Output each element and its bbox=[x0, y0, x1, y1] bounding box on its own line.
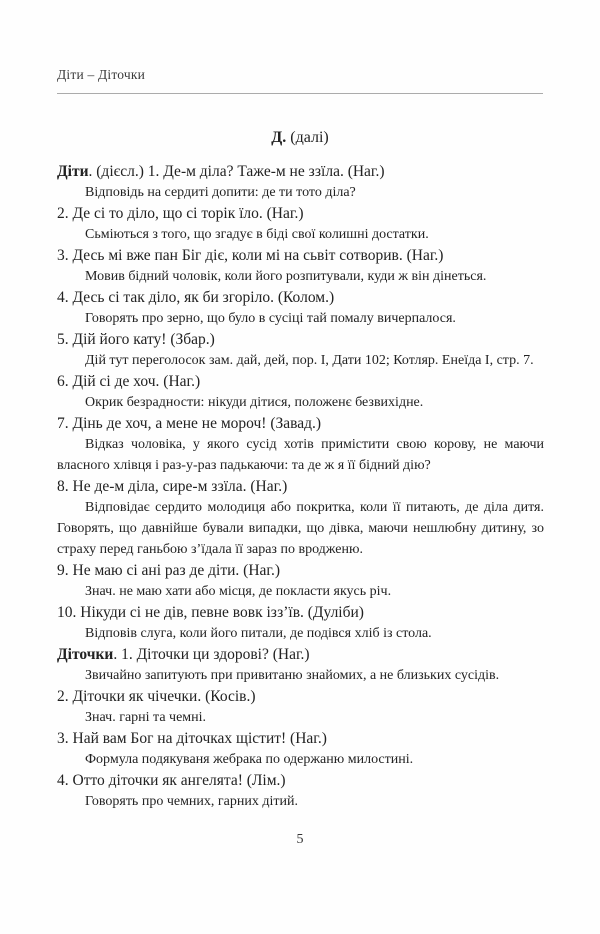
line-text: Відповів слуга, коли його питали, де подівся хліб із стола. bbox=[85, 626, 432, 641]
line-text: Відповідь на сердиті допити: де ти тото діла? bbox=[85, 185, 356, 200]
entry-line bbox=[57, 581, 544, 602]
entry-line bbox=[57, 224, 544, 245]
section-heading-note: (далі) bbox=[286, 129, 329, 146]
line-text: Формула подякуваня жебрака по одержаню милостині. bbox=[85, 752, 414, 767]
header-rule bbox=[57, 93, 543, 94]
dictionary-entries bbox=[57, 161, 544, 812]
line-text: 10. Нікуди сі не дів, певне вовк ізз’їв. (Дуліби) bbox=[57, 604, 364, 621]
section-letter: Д. bbox=[271, 129, 287, 146]
line-text: 6. Дій сі де хоч. (Наг.) bbox=[57, 373, 201, 390]
line-text: 3. Десь мі вже пан Біг діє, коли мі на сьвіт сотворив. (Наг.) bbox=[57, 247, 444, 264]
entry-line bbox=[57, 371, 544, 392]
entry-line bbox=[57, 266, 544, 287]
line-text: Знач. не маю хати або місця, де покласти якусь річ. bbox=[85, 584, 392, 599]
running-head: Діти – Діточки bbox=[57, 67, 146, 82]
headword: Діти bbox=[57, 163, 89, 180]
entry-line bbox=[57, 707, 544, 728]
entry-line bbox=[57, 791, 544, 812]
entry-line bbox=[57, 560, 544, 581]
entry-line bbox=[57, 434, 544, 476]
entry-line bbox=[57, 623, 544, 644]
line-text: Дій тут переголосок зам. дай, дей, пор. I, Дати 102; Котляр. Енеїда I, стр. 7. bbox=[85, 353, 534, 368]
line-text: 5. Дій його кату! (Збар.) bbox=[57, 331, 215, 348]
entry-line bbox=[57, 245, 544, 266]
line-text: 2. Де сі то діло, що сі торік їло. (Наг.) bbox=[57, 205, 304, 222]
entry-line bbox=[57, 182, 544, 203]
line-text: . 1. Діточки ци здорові? (Наг.) bbox=[113, 646, 310, 663]
line-text: Відповідає сердито молодиця або покритка, коли її питають, де діла дитя. Говорять, що давнійше бували випадки, що дівка, маючи нешлюбну дитину, зо страху перед ганьбою з’їдала її зараз по вродженю. bbox=[57, 500, 544, 557]
line-text: 8. Не де-м діла, сире-м ззїла. (Наг.) bbox=[57, 478, 288, 495]
line-text: 2. Діточки як чічечки. (Косів.) bbox=[57, 688, 256, 705]
entry-line bbox=[57, 287, 544, 308]
line-text: Мовив бідний чоловік, коли його розпитували, куди ж він дінеться. bbox=[85, 269, 487, 284]
entry-line bbox=[57, 329, 544, 350]
page-number: 5 bbox=[296, 832, 304, 847]
entry-line bbox=[57, 203, 544, 224]
entry-line bbox=[57, 602, 544, 623]
section-heading bbox=[0, 129, 600, 147]
line-text: Окрик безрадности: нікуди дітися, положенє безвихідне. bbox=[85, 395, 424, 410]
entry-line bbox=[57, 686, 544, 707]
entry-line bbox=[57, 644, 544, 665]
entry-line bbox=[57, 749, 544, 770]
line-text: 4. Десь сі так діло, як би згоріло. (Колом.) bbox=[57, 289, 335, 306]
line-text: 4. Отто діточки як ангелята! (Лім.) bbox=[57, 772, 286, 789]
entry-line bbox=[57, 497, 544, 560]
line-text: Говорять про чемних, гарних дітий. bbox=[85, 794, 298, 809]
entry-line bbox=[57, 350, 544, 371]
entry-line bbox=[57, 161, 544, 182]
entry-line bbox=[57, 308, 544, 329]
entry-line bbox=[57, 770, 544, 791]
entry-line bbox=[57, 392, 544, 413]
line-text: Знач. гарні та чемні. bbox=[85, 710, 207, 725]
entry-line bbox=[57, 476, 544, 497]
entry-line bbox=[57, 728, 544, 749]
line-text: 9. Не маю сі ані раз де діти. (Наг.) bbox=[57, 562, 281, 579]
line-text: . (дієсл.) 1. Де-м діла? Таже-м не ззїла. (Наг.) bbox=[88, 163, 385, 180]
line-text: Звичайно запитують при привитаню знайомих, а не близьких сусідів. bbox=[85, 668, 500, 683]
line-text: Сьміються з того, що згадує в біді свої колишні достатки. bbox=[85, 227, 429, 242]
headword: Діточки bbox=[57, 646, 114, 663]
entry-line bbox=[57, 413, 544, 434]
line-text: Відказ чоловіка, у якого сусід хотів примістити свою корову, не маючи власного хлівця і раз-у-раз падькаючи: та де ж я її бідний дію? bbox=[57, 437, 544, 473]
entry-line bbox=[57, 665, 544, 686]
line-text: 7. Дінь де хоч, а мене не мороч! (Завад.) bbox=[57, 415, 322, 432]
line-text: Говорять про зерно, що було в сусіці тай помалу вичерпалося. bbox=[85, 311, 456, 326]
line-text: 3. Най вам Бог на діточках щістит! (Наг.) bbox=[57, 730, 327, 747]
